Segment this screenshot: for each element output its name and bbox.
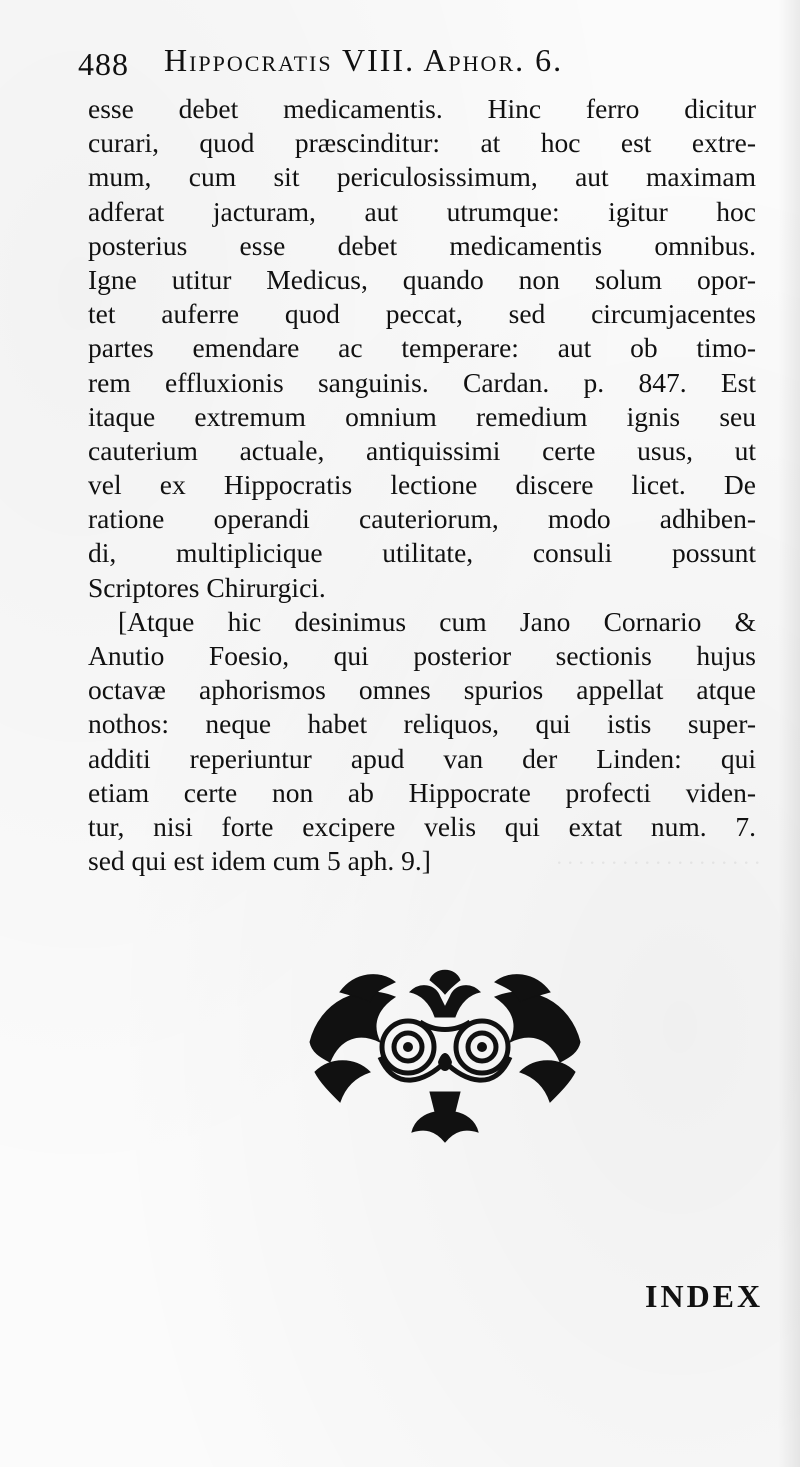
text-line: di, multiplicique utilitate, consuli possunt <box>88 537 756 569</box>
text-line: Anutio Foesio, qui posterior sectionis hujus <box>88 640 756 671</box>
running-title: Hippocratis VIII. Aphor. 6. <box>164 42 564 78</box>
text-line: additi reperiuntur apud van der Linden: qui <box>88 742 756 774</box>
text-line: curari, quod præscinditur: at hoc est extre- <box>88 127 756 159</box>
text-line: etiam certe non ab Hippocrate profecti viden- <box>88 776 756 808</box>
text-line: esse debet medicamentis. Hinc ferro dicitur <box>88 93 756 124</box>
text-line: nothos: neque habet reliquos, qui istis super- <box>88 708 756 740</box>
text-line: rem effluxionis sanguinis. Cardan. p. 847. Est <box>88 366 756 398</box>
text-line: mum, cum sit periculosissimum, aut maximam <box>88 161 756 193</box>
text-line: Scriptores Chirurgici. <box>88 571 326 603</box>
running-header <box>78 40 718 88</box>
floral-tailpiece-ornament-icon <box>300 962 590 1147</box>
text-line: tet auferre quod peccat, sed circumjacentes <box>88 298 756 330</box>
page-edge-shadow <box>778 0 800 1467</box>
text-line: tur, nisi forte excipere velis qui extat num. 7. <box>88 810 756 842</box>
text-line: [Atque hic desinimus cum Jano Cornario & <box>118 605 756 637</box>
text-line: sed qui est idem cum 5 aph. 9.] <box>88 845 431 877</box>
page-number: 488 <box>78 46 129 82</box>
text-line: vel ex Hippocratis lectione discere licet. De <box>88 469 756 501</box>
text-line: posterius esse debet medicamentis omnibus. <box>88 229 756 261</box>
text-line: ratione operandi cauteriorum, modo adhiben- <box>88 503 756 535</box>
text-line: octavæ aphorismos omnes spurios appellat atque <box>88 674 756 706</box>
text-line: partes emendare ac temperare: aut ob timo- <box>88 332 756 364</box>
text-line: Igne utitur Medicus, quando non solum opor- <box>88 263 756 295</box>
catchword: INDEX <box>645 1278 764 1314</box>
body-text <box>88 92 756 878</box>
text-line: cauterium actuale, antiquissimi certe usus, ut <box>88 434 756 466</box>
text-line: itaque extremum omnium remedium ignis seu <box>88 400 756 432</box>
text-line: adferat jacturam, aut utrumque: igitur hoc <box>88 195 756 227</box>
bleed-through-text: . . . . . . . . . . . . . . . . . . . <box>556 844 760 869</box>
